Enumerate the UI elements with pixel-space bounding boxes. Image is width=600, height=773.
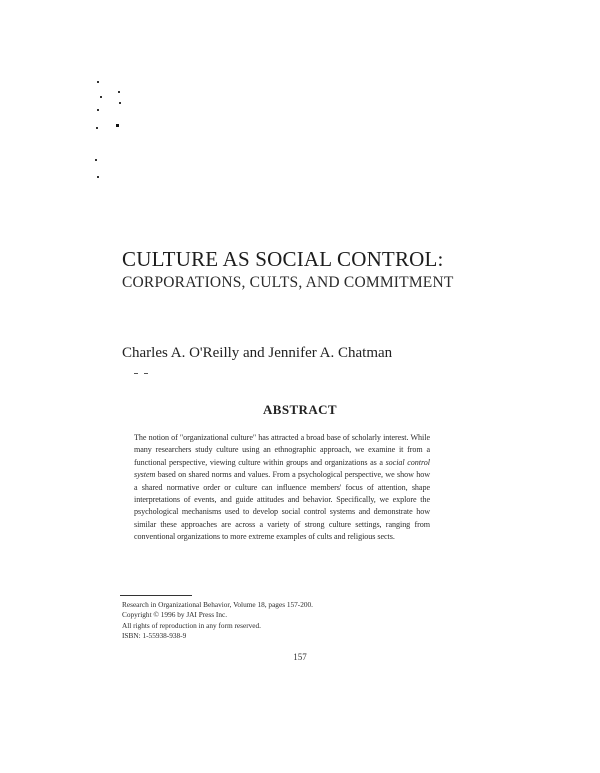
scan-speck — [119, 102, 121, 104]
paper-authors: Charles A. O'Reilly and Jennifer A. Chatman — [122, 345, 393, 361]
abstract-heading: ABSTRACT — [263, 402, 337, 417]
scan-speck — [97, 176, 99, 178]
footnote-rights: All rights of reproduction in any form reserved. — [122, 620, 262, 630]
scan-speck — [116, 124, 119, 127]
footnote-isbn: ISBN: 1-55938-938-9 — [122, 631, 187, 641]
paper-subtitle: CORPORATIONS, CULTS, AND COMMITMENT — [122, 274, 454, 291]
scan-speck — [100, 96, 102, 98]
abstract-body — [134, 432, 430, 544]
paper-title: CULTURE AS SOCIAL CONTROL: — [122, 247, 444, 271]
scan-speck — [97, 81, 99, 83]
abstract-italic-term: social control system — [134, 457, 430, 480]
publication-footnote — [122, 600, 313, 642]
scan-speck — [96, 127, 98, 129]
footnote-rule — [120, 595, 192, 596]
footnote-journal: Research in Organizational Behavior, Volume 18, pages 157-200. — [122, 600, 314, 609]
scan-speck — [95, 159, 97, 161]
abstract-text-part: The notion of "organizational culture" has attracted a broad base of scholarly interest. While many researchers study culture using an ethnographic approach, we examine it from a functional perspective, viewing culture within groups and organizations as a — [134, 433, 430, 467]
page-number: 157 — [293, 652, 307, 662]
decorative-dash — [134, 373, 138, 374]
scan-speck — [118, 91, 120, 93]
decorative-dash — [144, 373, 148, 374]
abstract-text-part: based on shared norms and values. From a psychological perspective, we show how a shared normative order or culture can influence members' focus of attention, shape interpretations of events, and guide attitudes and behavior. Specifically, we explore the psychological mechanisms used to develop social control systems and demonstrate how similar these approaches are across a variety of strong culture settings, ranging from conventional organizations to more extreme examples of cults and religious sects. — [134, 470, 430, 542]
footnote-copyright: Copyright © 1996 by JAI Press Inc. — [122, 610, 228, 620]
scan-speck — [97, 109, 99, 111]
